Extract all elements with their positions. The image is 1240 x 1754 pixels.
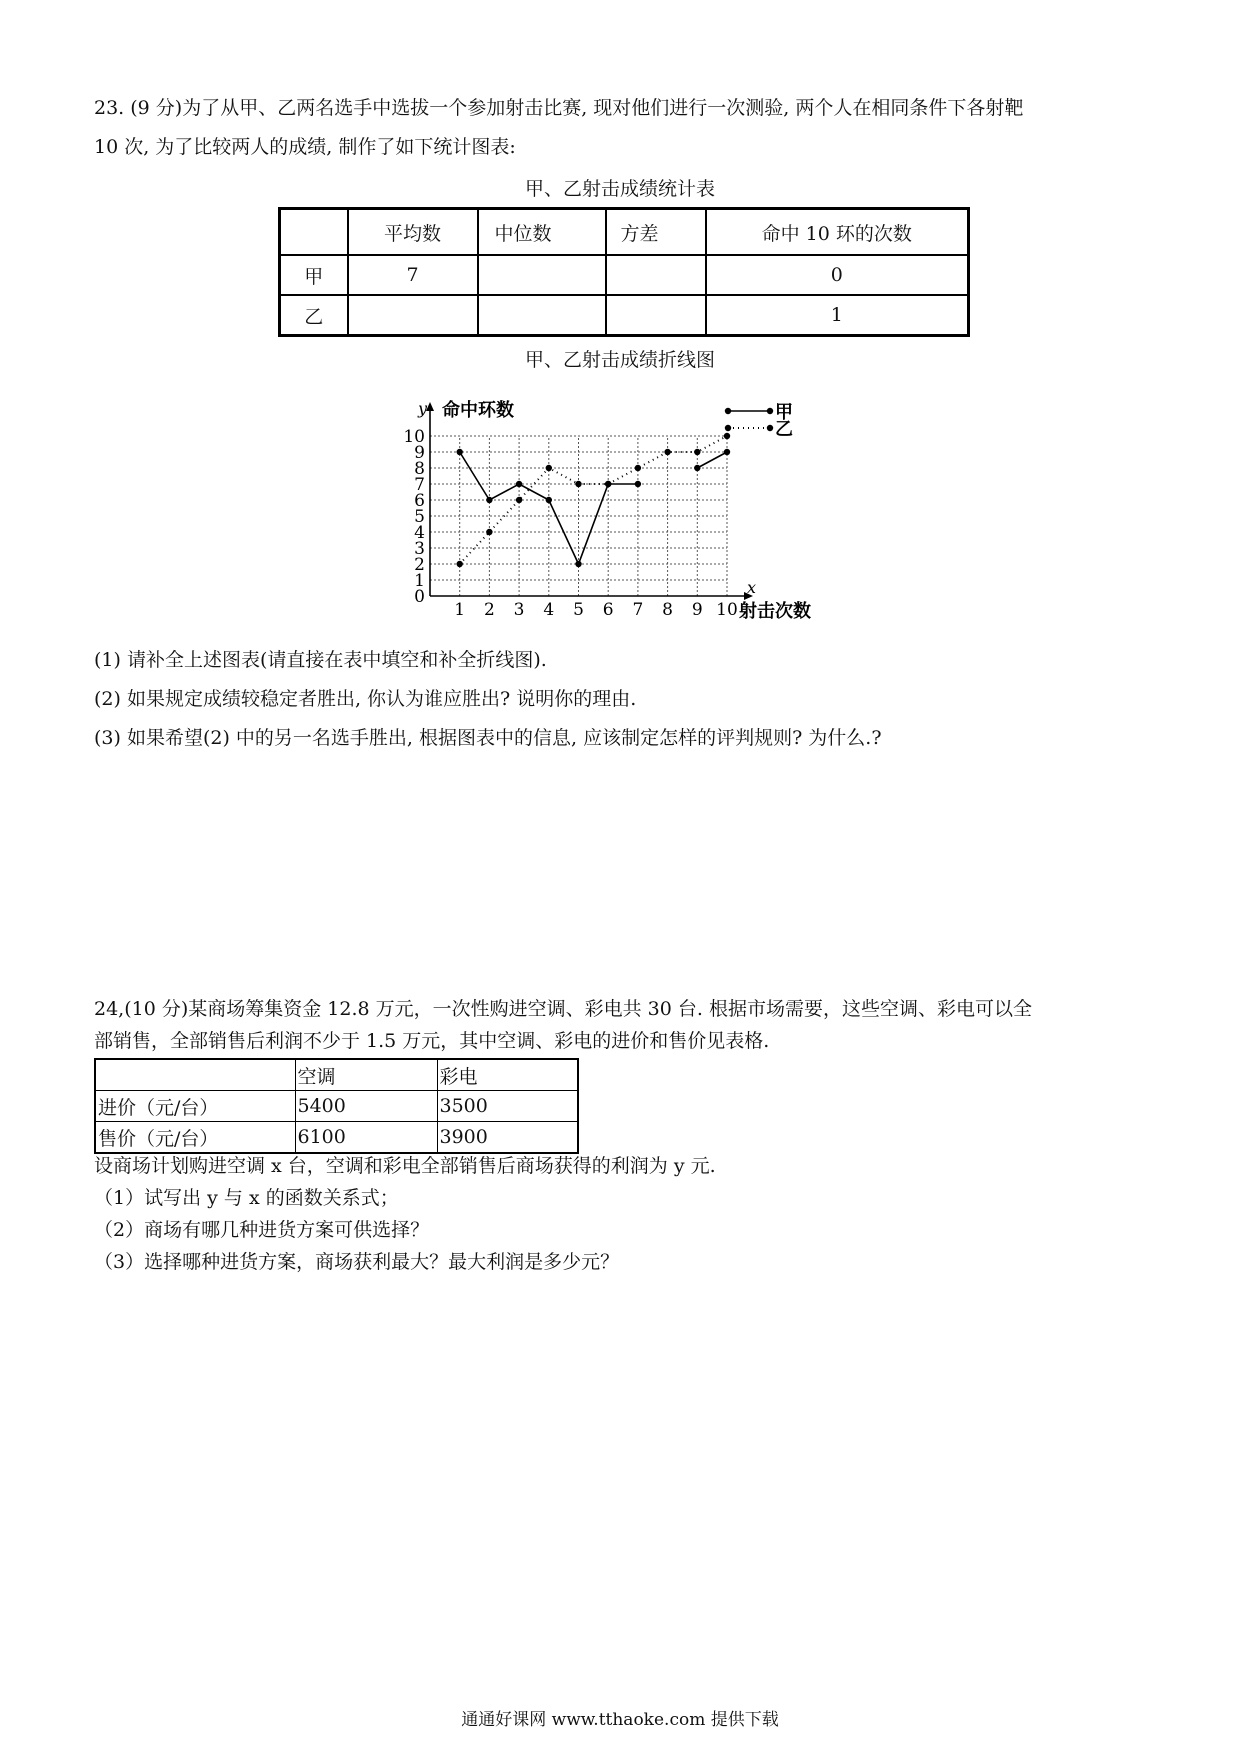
table-header-tv: 彩电 (437, 1059, 578, 1091)
data-point (664, 449, 670, 455)
table-cell: 3900 (437, 1122, 578, 1154)
data-point (516, 481, 522, 487)
x-tick-label: 10 (716, 600, 738, 620)
q24-text-line3: 设商场计划购进空调 x 台，空调和彩电全部销售后商场获得的利润为 y 元. (94, 1155, 716, 1177)
price-table (94, 1058, 579, 1154)
x-tick-label: 5 (573, 600, 584, 620)
data-point (694, 449, 700, 455)
q24-sub2: （2）商场有哪几种进货方案可供选择？ (94, 1219, 430, 1241)
x-tick-label: 1 (454, 600, 466, 620)
footer: 通通好课网 www.tthaoke.com 提供下载 (461, 1710, 779, 1730)
table-row (95, 1091, 578, 1122)
y-tick-label: 4 (414, 523, 425, 543)
data-point (575, 561, 581, 567)
table-header-median: 中位数 (478, 209, 606, 256)
q23-sub1: (1) 请补全上述图表(请直接在表中填空和补全折线图). (94, 649, 547, 671)
table-cell (348, 295, 478, 336)
chart-axes (426, 402, 753, 600)
y-tick-label: 9 (414, 443, 425, 463)
table-cell (478, 255, 606, 295)
table-cell: 5400 (295, 1091, 437, 1122)
y-axis-letter: y (418, 399, 428, 418)
data-point (457, 561, 463, 567)
y-axis-arrow (426, 402, 434, 411)
x-axis-title: 射击次数 (739, 601, 811, 622)
data-point (486, 497, 492, 503)
y-tick-label: 3 (414, 539, 425, 559)
y-tick-label: 8 (414, 459, 425, 479)
q24-text-line1: 24,(10 分)某商场筹集资金 12.8 万元，一次性购进空调、彩电共 30 台. 根据市场需要，这些空调、彩电可以全 (94, 998, 1032, 1020)
x-axis-letter: x (747, 578, 757, 597)
q23-text-line2: 10 次, 为了比较两人的成绩, 制作了如下统计图表: (94, 136, 516, 158)
legend-marker (725, 408, 731, 414)
table-cell (95, 1059, 295, 1091)
table-cell: 3500 (437, 1091, 578, 1122)
legend-marker (725, 425, 731, 431)
chart-legend (725, 402, 793, 440)
y-tick-label: 6 (414, 491, 425, 511)
table-cell: 甲 (280, 255, 348, 295)
x-tick-label: 8 (662, 600, 674, 620)
table-header-ten-ring-count: 命中 10 环的次数 (706, 209, 969, 256)
table-cell: 1 (706, 295, 969, 336)
data-point (635, 481, 641, 487)
data-point (516, 497, 522, 503)
y-tick-label: 0 (414, 587, 425, 607)
data-point (724, 433, 730, 439)
shooting-line-chart (380, 382, 840, 622)
table-cell: 乙 (280, 295, 348, 336)
q23-sub3: (3) 如果希望(2) 中的另一名选手胜出, 根据图表中的信息, 应该制定怎样的评判规则? 为什么.? (94, 727, 882, 749)
y-tick-label: 7 (414, 475, 425, 495)
table-cell (606, 295, 706, 336)
table-row (95, 1059, 578, 1091)
stats-table-header-row (280, 209, 969, 256)
series-line (697, 452, 727, 468)
data-point (546, 497, 552, 503)
legend-marker (767, 408, 773, 414)
stats-table-caption: 甲、乙射击成绩统计表 (524, 178, 715, 200)
table-cell (478, 295, 606, 336)
q24-text-line2: 部销售，全部销售后利润不少于 1.5 万元，其中空调、彩电的进价和售价见表格. (94, 1030, 770, 1052)
q23-text-line1: 23. (9 分)为了从甲、乙两名选手中选拔一个参加射击比赛, 现对他们进行一次测验, 两个人在相同条件下各射靶 (94, 97, 1024, 119)
table-row (280, 255, 969, 295)
table-cell: 进价（元/台） (95, 1091, 295, 1122)
data-point (457, 449, 463, 455)
table-cell (280, 209, 348, 256)
table-header-aircon: 空调 (295, 1059, 437, 1091)
data-point (694, 465, 700, 471)
chart-grid (430, 436, 727, 596)
y-axis-title: 命中环数 (442, 400, 514, 421)
y-tick-label: 5 (414, 507, 425, 527)
q23-sub2: (2) 如果规定成绩较稳定者胜出, 你认为谁应胜出? 说明你的理由. (94, 688, 637, 710)
data-point (486, 529, 492, 535)
y-tick-label: 2 (414, 555, 425, 575)
q24-sub3: （3）选择哪种进货方案，商场获利最大？最大利润是多少元？ (94, 1251, 620, 1273)
legend-label: 甲 (775, 402, 793, 423)
table-cell: 售价（元/台） (95, 1122, 295, 1154)
data-point (575, 481, 581, 487)
table-row (95, 1122, 578, 1154)
x-tick-label: 9 (691, 600, 703, 620)
legend-label: 乙 (775, 419, 793, 440)
chart-tick-labels (403, 399, 811, 622)
data-point (546, 465, 552, 471)
x-tick-label: 3 (513, 600, 525, 620)
table-cell: 0 (706, 255, 969, 295)
table-cell: 6100 (295, 1122, 437, 1154)
x-tick-label: 6 (602, 600, 614, 620)
stats-table (278, 207, 970, 337)
data-point (724, 449, 730, 455)
y-tick-label: 1 (414, 571, 425, 591)
y-tick-label: 10 (403, 427, 425, 447)
table-row (280, 295, 969, 336)
q24-sub1: （1）试写出 y 与 x 的函数关系式； (94, 1187, 399, 1209)
table-cell: 7 (348, 255, 478, 295)
chart-caption: 甲、乙射击成绩折线图 (524, 349, 715, 371)
x-tick-label: 2 (483, 600, 495, 620)
data-point (605, 481, 611, 487)
data-point (635, 465, 641, 471)
x-tick-label: 4 (543, 600, 555, 620)
x-tick-label: 7 (632, 600, 644, 620)
chart-series (457, 433, 731, 567)
legend-marker (767, 425, 773, 431)
table-header-mean: 平均数 (348, 209, 478, 256)
table-header-variance: 方差 (606, 209, 706, 256)
table-cell (606, 255, 706, 295)
